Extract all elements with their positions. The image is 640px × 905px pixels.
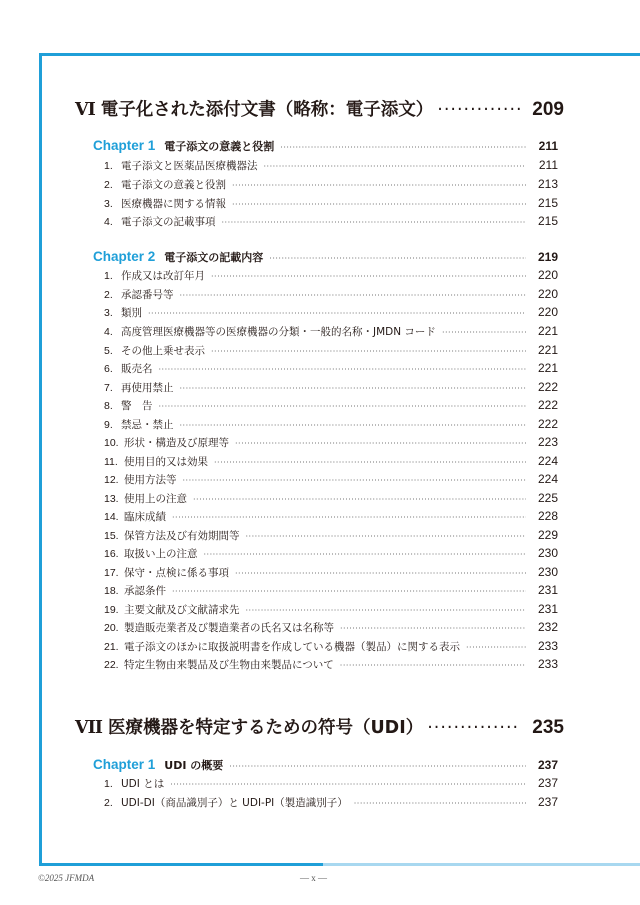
item-number: 9. — [104, 419, 113, 431]
item-number: 11. — [104, 456, 118, 468]
item-number: 12. — [104, 474, 119, 486]
item-title: 作成又は改訂年月 — [121, 270, 205, 282]
chapter-heading[interactable] — [93, 757, 558, 773]
item-page: 222 — [537, 398, 558, 412]
leader-dots — [354, 799, 526, 808]
chapter-title: UDI の概要 — [164, 759, 224, 772]
part-title: 電子化された添付文書（略称：電子添文） — [100, 100, 434, 120]
item-number: 21. — [104, 641, 119, 653]
item-title: 使用上の注意 — [124, 493, 187, 505]
item-number: 15. — [104, 530, 119, 542]
leader-dots — [232, 181, 526, 190]
chapter-heading[interactable] — [93, 249, 558, 265]
leader-dots — [427, 718, 520, 738]
toc-item[interactable] — [104, 657, 558, 672]
item-page: 231 — [537, 602, 558, 616]
toc-item[interactable] — [104, 287, 558, 302]
item-number: 4. — [104, 326, 113, 338]
item-number: 17. — [104, 567, 119, 579]
leader-dots — [437, 100, 520, 120]
toc-item[interactable] — [104, 491, 558, 506]
item-page: 233 — [537, 639, 558, 653]
part-title: 医療機器を特定するための符号（UDI） — [107, 718, 424, 738]
item-page: 211 — [538, 158, 558, 172]
item-title: 電子添文の記載事項 — [121, 216, 216, 228]
item-page: 230 — [537, 546, 558, 560]
leader-dots — [442, 328, 526, 337]
item-number: 22. — [104, 659, 119, 671]
toc-item[interactable] — [104, 158, 558, 173]
item-page: 221 — [537, 324, 558, 338]
item-title: 警 告 — [121, 400, 153, 412]
chapter-label: Chapter 1 — [93, 138, 156, 153]
toc-item[interactable] — [104, 639, 558, 654]
toc-item[interactable] — [104, 602, 558, 617]
item-number: 10. — [104, 437, 119, 449]
item-title: 主要文献及び文献請求先 — [124, 604, 240, 616]
item-page: 220 — [537, 287, 558, 301]
item-number: 3. — [104, 198, 113, 210]
toc-item[interactable] — [104, 398, 558, 413]
leader-dots — [222, 218, 527, 227]
item-title: 販売名 — [121, 363, 153, 375]
frame-border-left — [39, 53, 42, 866]
leader-dots — [235, 439, 526, 448]
item-page: 220 — [537, 268, 558, 282]
item-page: 221 — [537, 343, 558, 357]
toc-item[interactable] — [104, 343, 558, 358]
item-title: 高度管理医療機器等の医療機器の分類・一般的名称・JMDN コード — [121, 326, 436, 338]
item-number: 4. — [104, 216, 113, 228]
chapter-page: 219 — [537, 250, 558, 264]
leader-dots — [246, 606, 527, 615]
item-title: 使用方法等 — [124, 474, 177, 486]
chapter-label: Chapter 2 — [93, 249, 156, 264]
toc-item[interactable] — [104, 177, 558, 192]
leader-dots — [172, 513, 526, 522]
leader-dots — [229, 762, 526, 771]
item-number: 8. — [104, 400, 113, 412]
leader-dots — [159, 365, 527, 374]
leader-dots — [211, 347, 526, 356]
leader-dots — [269, 254, 526, 263]
leader-dots — [193, 495, 526, 504]
toc-item[interactable] — [104, 268, 558, 283]
item-number: 7. — [104, 382, 113, 394]
toc-item[interactable] — [104, 417, 558, 432]
chapter-title: 電子添文の意義と役割 — [164, 140, 275, 153]
item-page: 220 — [537, 305, 558, 319]
leader-dots — [246, 532, 527, 541]
item-number: 20. — [104, 622, 119, 634]
copyright: ©2025 JFMDA — [38, 873, 95, 883]
leader-dots — [148, 309, 526, 318]
item-page: 237 — [537, 776, 558, 790]
toc-item[interactable] — [104, 324, 558, 339]
item-title: その他上乗せ表示 — [121, 345, 205, 357]
toc-item[interactable] — [104, 214, 558, 229]
item-page: 233 — [537, 657, 558, 671]
item-title: 禁忌・禁止 — [121, 419, 174, 431]
item-page: 215 — [537, 214, 558, 228]
chapter-page: 211 — [538, 139, 558, 153]
toc-item[interactable] — [104, 565, 558, 580]
item-title: 再使用禁止 — [121, 382, 174, 394]
item-title: 取扱い上の注意 — [124, 548, 198, 560]
toc-item[interactable] — [104, 620, 558, 635]
item-number: 18. — [104, 585, 119, 597]
toc-item[interactable] — [104, 380, 558, 395]
item-title: 形状・構造及び原理等 — [124, 437, 229, 449]
part-heading[interactable] — [75, 714, 564, 739]
item-page: 224 — [537, 454, 558, 468]
frame-border-bottom-light — [323, 863, 640, 866]
toc-item[interactable] — [104, 305, 558, 320]
toc-item[interactable] — [104, 454, 558, 469]
toc-item[interactable] — [104, 196, 558, 211]
item-number: 19. — [104, 604, 119, 616]
leader-dots — [180, 421, 527, 430]
item-title: 製造販売業者及び製造業者の氏名又は名称等 — [124, 622, 334, 634]
item-page: 230 — [537, 565, 558, 579]
toc-item[interactable] — [104, 528, 558, 543]
item-page: 222 — [537, 417, 558, 431]
item-title: 類別 — [121, 307, 142, 319]
toc-item[interactable] — [104, 583, 558, 598]
item-number: 5. — [104, 345, 113, 357]
part-numeral: VII — [75, 718, 102, 738]
leader-dots — [211, 272, 526, 281]
item-page: 228 — [537, 509, 558, 523]
leader-dots — [264, 162, 527, 171]
leader-dots — [159, 402, 527, 411]
item-page: 213 — [537, 177, 558, 191]
chapter-label: Chapter 1 — [93, 757, 156, 772]
chapter-heading[interactable] — [93, 138, 558, 154]
part-page: 209 — [532, 99, 564, 120]
item-number: 13. — [104, 493, 119, 505]
item-title: 承認条件 — [124, 585, 166, 597]
item-title: UDI-DI（商品識別子）と UDI-PI（製造識別子） — [121, 797, 348, 809]
leader-dots — [466, 643, 526, 652]
item-title: 電子添文のほかに取扱説明書を作成している機器（製品）に関する表示 — [124, 641, 460, 653]
leader-dots — [180, 291, 527, 300]
item-page: 215 — [537, 196, 558, 210]
item-page: 221 — [537, 361, 558, 375]
leader-dots — [180, 384, 527, 393]
leader-dots — [170, 780, 526, 789]
toc-item[interactable] — [104, 361, 558, 376]
item-page: 232 — [537, 620, 558, 634]
item-page: 224 — [537, 472, 558, 486]
leader-dots — [172, 587, 526, 596]
item-title: 医療機器に関する情報 — [121, 198, 226, 210]
leader-dots — [204, 550, 527, 559]
item-number: 16. — [104, 548, 119, 560]
item-number: 14. — [104, 511, 119, 523]
item-number: 6. — [104, 363, 113, 375]
item-title: 保管方法及び有効期間等 — [124, 530, 240, 542]
toc-item[interactable] — [104, 435, 558, 450]
leader-dots — [235, 569, 526, 578]
toc-item[interactable] — [104, 795, 558, 810]
frame-border-top — [39, 53, 640, 56]
item-page: 225 — [537, 491, 558, 505]
chapter-page: 237 — [537, 758, 558, 772]
item-title: 電子添文の意義と役割 — [121, 179, 226, 191]
leader-dots — [340, 661, 526, 670]
item-page: 231 — [537, 583, 558, 597]
toc-item[interactable] — [104, 776, 558, 791]
page-number: — x — — [300, 873, 327, 883]
part-heading[interactable] — [75, 96, 564, 121]
frame-border-bottom — [39, 863, 323, 866]
item-page: 237 — [537, 795, 558, 809]
item-number: 1. — [104, 778, 113, 790]
item-title: UDI とは — [121, 778, 165, 790]
part-page: 235 — [532, 717, 564, 738]
item-number: 1. — [104, 160, 113, 172]
item-title: 特定生物由来製品及び生物由来製品について — [124, 659, 334, 671]
item-number: 2. — [104, 797, 113, 809]
item-page: 222 — [537, 380, 558, 394]
chapter-title: 電子添文の記載内容 — [164, 251, 264, 264]
item-title: 使用目的又は効果 — [124, 456, 208, 468]
leader-dots — [280, 143, 526, 152]
item-page: 229 — [537, 528, 558, 542]
item-title: 電子添文と医薬品医療機器法 — [121, 160, 258, 172]
item-number: 3. — [104, 307, 113, 319]
toc-item[interactable] — [104, 472, 558, 487]
item-number: 1. — [104, 270, 113, 282]
item-number: 2. — [104, 179, 113, 191]
leader-dots — [214, 458, 526, 467]
leader-dots — [183, 476, 527, 485]
item-number: 2. — [104, 289, 113, 301]
item-title: 承認番号等 — [121, 289, 174, 301]
item-title: 保守・点検に係る事項 — [124, 567, 229, 579]
leader-dots — [340, 624, 526, 633]
item-page: 223 — [537, 435, 558, 449]
leader-dots — [232, 200, 526, 209]
toc-item[interactable] — [104, 546, 558, 561]
part-numeral: VI — [75, 100, 95, 120]
item-title: 臨床成績 — [124, 511, 166, 523]
toc-item[interactable] — [104, 509, 558, 524]
